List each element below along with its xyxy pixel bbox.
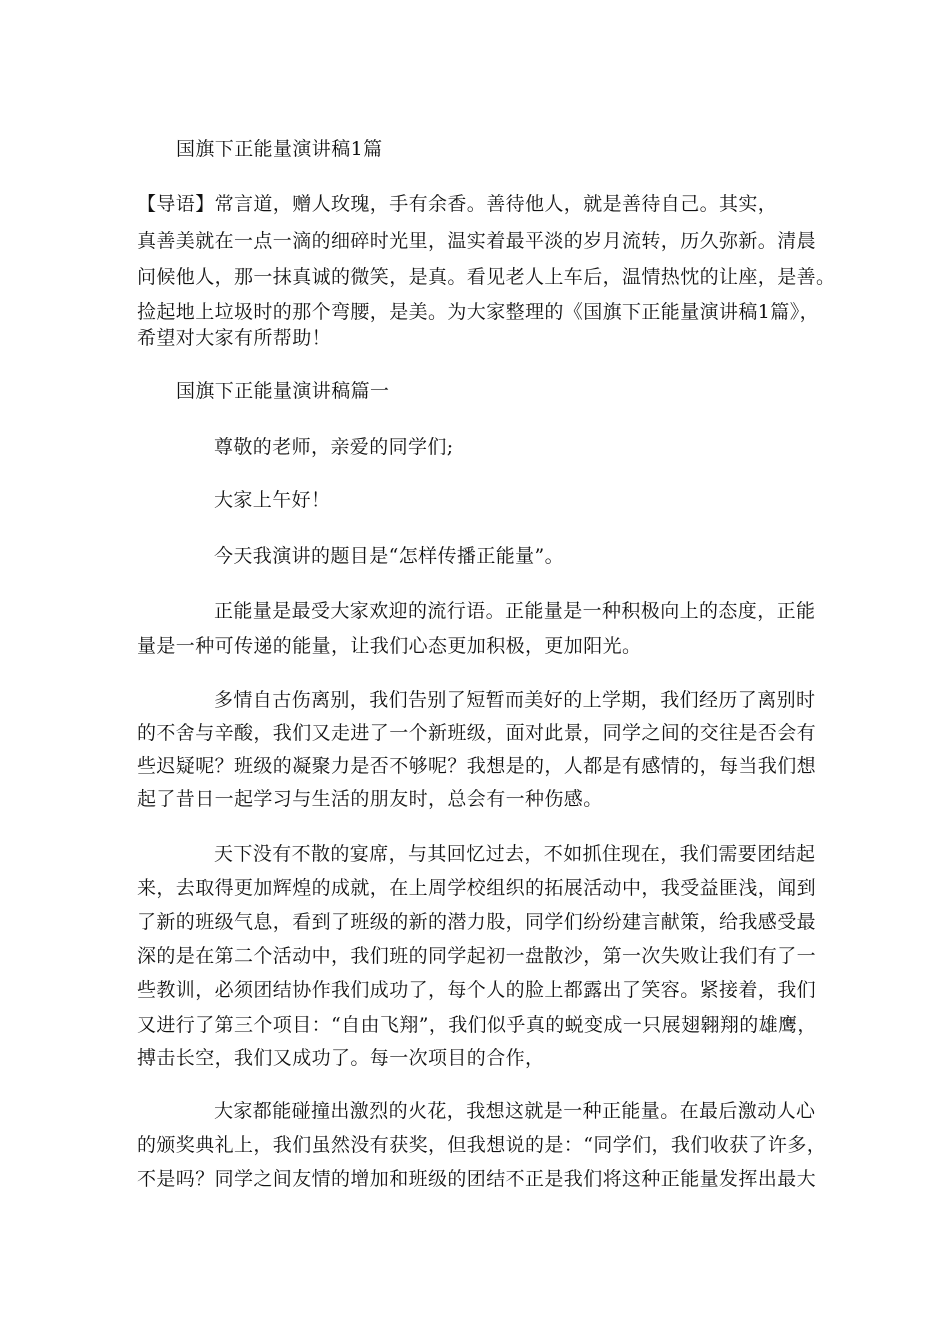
document-title: 国旗下正能量演讲稿1篇 (176, 138, 383, 160)
paragraph-line: 来，去取得更加辉煌的成就，在上周学校组织的拓展活动中，我受益匪浅，闻到 (137, 877, 817, 899)
intro-line: 问候他人，那一抹真诚的微笑，是真。看见老人上车后，温情热忱的让座，是善。 (137, 266, 836, 288)
topic-line: 今天我演讲的题目是“怎样传播正能量”。 (214, 545, 565, 567)
intro-line: 捡起地上垃圾时的那个弯腰，是美。为大家整理的《国旗下正能量演讲稿1篇》， (137, 301, 819, 323)
paragraph-line: 搏击长空，我们又成功了。每一次项目的合作， (137, 1047, 545, 1069)
paragraph-line: 多情自古伤离别，我们告别了短暂而美好的上学期，我们经历了离别时 (214, 689, 816, 711)
paragraph-line: 的颁奖典礼上，我们虽然没有获奖，但我想说的是：“同学们，我们收获了许多， (137, 1134, 827, 1156)
greeting-line: 尊敬的老师，亲爱的同学们; (214, 436, 454, 458)
paragraph-line: 天下没有不散的宴席，与其回忆过去，不如抓住现在，我们需要团结起 (214, 843, 816, 865)
paragraph-line: 些教训，必须团结协作我们成功了，每个人的脸上都露出了笑容。紧接着，我们 (137, 979, 817, 1001)
paragraph-line: 不是吗？同学之间友情的增加和班级的团结不正是我们将这种正能量发挥出最大 (137, 1168, 817, 1190)
paragraph-line: 深的是在第二个活动中，我们班的同学起初一盘散沙，第一次失败让我们有了一 (137, 945, 817, 967)
paragraph-line: 起了昔日一起学习与生活的朋友时，总会有一种伤感。 (137, 788, 603, 810)
paragraph-line: 正能量是最受大家欢迎的流行语。正能量是一种积极向上的态度，正能 (214, 600, 816, 622)
paragraph-line: 了新的班级气息，看到了班级的新的潜力股，同学们纷纷建言献策，给我感受最 (137, 911, 817, 933)
paragraph-line: 些迟疑呢？班级的凝聚力是否不够呢？我想是的，人都是有感情的，每当我们想 (137, 755, 817, 777)
section-title: 国旗下正能量演讲稿篇一 (176, 380, 390, 402)
intro-line: 真善美就在一点一滴的细碎时光里，温实着最平淡的岁月流转，历久弥新。清晨 (137, 230, 817, 252)
paragraph-line: 大家都能碰撞出激烈的火花，我想这就是一种正能量。在最后激动人心 (214, 1100, 816, 1122)
paragraph-line: 的不舍与辛酸，我们又走进了一个新班级，面对此景，同学之间的交往是否会有 (137, 722, 817, 744)
intro-line: 【导语】常言道，赠人玫瑰，手有余香。善待他人，就是善待自己。其实， (137, 193, 778, 215)
paragraph-line: 量是一种可传递的能量，让我们心态更加积极，更加阳光。 (137, 635, 642, 657)
intro-line: 希望对大家有所帮助！ (137, 327, 332, 349)
greeting-line: 大家上午好！ (214, 489, 331, 511)
paragraph-line: 又进行了第三个项目：“自由飞翔”，我们似乎真的蜕变成一只展翅翱翔的雄鹰， (137, 1014, 817, 1036)
